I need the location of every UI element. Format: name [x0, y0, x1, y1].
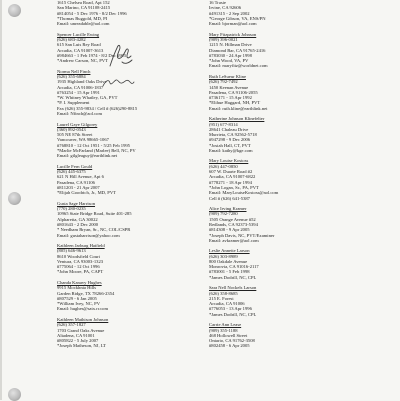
member-name: Laurel Gaye Gilgorey — [57, 121, 98, 127]
entry-line: Email: hughes@satx.rr.com — [57, 306, 109, 312]
entry-line: #768810 - 12 Oct 1951 - 5/25 Feb 1995 — [57, 142, 130, 148]
handwritten-note — [104, 40, 138, 70]
entry-line: Email: MaryLouiseKostoss@aol.com — [209, 190, 279, 196]
entry-line: 1450 Keenan Avenue — [209, 84, 249, 90]
directory-entry — [57, 280, 205, 312]
member-name: Carrie Ann Lease — [209, 322, 242, 328]
entry-line: * Needham Bryan, Sr., NC, COL/CSPR — [57, 227, 131, 233]
entry-line: Email: maryfitz@worldnet.com — [209, 63, 268, 69]
directory-entry — [209, 116, 357, 153]
directory-entry — [209, 322, 357, 348]
member-name: Chanda Kanavy Hughes — [57, 279, 102, 285]
page-edge-shadow — [0, 0, 2, 400]
entry-line: Arcadia, CA 91007-6822 — [209, 174, 256, 180]
entry-line: *James Dodrill, NC, CPL — [209, 311, 257, 317]
entry-line: *Andrew Carson, NC, PVT — [57, 58, 108, 64]
entry-line: Pasadena, CA 91106-2055 — [209, 89, 258, 95]
member-name: Kathleen Jarburg Hatfield — [57, 243, 105, 248]
directory-entry — [57, 243, 205, 275]
member-name: Mary Fitzpatrick Johnson — [209, 31, 257, 37]
member-name: Norma Nell Finch — [57, 68, 91, 74]
entry-line: 607 W. Duarte Road #2 — [209, 169, 253, 175]
member-name: Ruth LeSueur Kline — [209, 73, 246, 79]
entry-line: 8610 Woodsfield Court — [57, 253, 100, 259]
member-name: Mary Louise Kostoss — [209, 158, 249, 164]
entry-line: 1215 N. Hillman Drive — [209, 42, 252, 48]
entry-line: *John Logan, Sr., PA, PVT — [209, 184, 259, 190]
entry-line: *Elihue Haggard, NH, PVT — [209, 100, 261, 106]
entry-line: Email: unreadable@aol.com — [57, 21, 110, 27]
entry-line: Arcadia, CA 91006 — [209, 301, 245, 307]
entry-line: (360) 892-0543 — [57, 126, 86, 132]
entry-line: (805) 646-9613 — [57, 248, 86, 254]
member-name: Katherine Johnson Klinefelter — [209, 116, 265, 122]
entry-line: *John Wood, VA, PV — [209, 58, 249, 64]
entry-line: *Joseph Matheson, NJ, LT — [57, 343, 106, 349]
entry-line: 28641 Chaleau Drive — [209, 126, 249, 132]
entry-line: #802458 - 6 Apr 2005 — [209, 343, 250, 349]
directory-entry — [57, 122, 205, 159]
entry-line: (626) 683-4282 — [57, 36, 86, 42]
entry-line: Cell # (626) 641-5387 — [209, 195, 250, 201]
entry-line: Redlands, CA 92373-5394 — [209, 221, 258, 227]
entry-line: (626) 358-8685 — [209, 290, 238, 296]
entry-line: (909) 396-0021 — [209, 36, 238, 42]
entry-line: Ontario, CA 91762-3508 — [209, 338, 255, 344]
entry-line: #783030 - 24 Apr 1998 — [209, 52, 252, 58]
entry-line: *Elijah Goodrich, Jr., MD, PVT — [57, 190, 116, 196]
entry-line: 1505 Orange Avenue #52 — [209, 216, 256, 222]
directory-entry — [209, 74, 357, 111]
entry-line: #763254 - 15 Apr 1991 — [57, 89, 100, 95]
entry-line: (626) 447-0850 — [209, 163, 238, 169]
entry-line: (909) 792-7280 — [209, 211, 238, 217]
entry-line: Garden Ridge, TX 78266-2354 — [57, 290, 115, 296]
directory-entry — [209, 285, 357, 317]
entry-line: Arcadia, CA 91007-3613 — [57, 47, 104, 53]
entry-line: #814054 - 5 Dec 1976 - 8/2 Dec 1996 — [57, 10, 127, 16]
directory-entry — [57, 0, 205, 26]
entry-line: Email: gilgleaguy@earthlink.net — [57, 153, 118, 159]
punch-hole-middle — [8, 192, 21, 205]
directory-entry — [209, 0, 357, 26]
directory-entry — [209, 248, 357, 280]
entry-line: Pasadena, CA 91106 — [57, 179, 95, 185]
entry-line: Altadena, CA 91001 — [57, 332, 95, 338]
entry-line: *Thomas Buggold, MD, PI — [57, 15, 108, 21]
directory-entry — [57, 164, 205, 196]
entry-line: Alpharetta, GA 30022 — [57, 216, 98, 222]
directory-entry — [57, 201, 205, 238]
entry-line: #984663 - 1 Feb 1974 - 8/2 Dec 1995 — [57, 52, 127, 58]
member-name: Kathleen Mathison Johnson — [57, 316, 109, 322]
entry-line: Diamond Bar, CA 91765-2416 — [209, 47, 266, 53]
entry-line: *W. Whitney Whatley, GA, PVT — [57, 95, 118, 101]
entry-line: Email: gustaharrison@yahoo.com — [57, 232, 120, 238]
entry-line: San Marino, CA 91108-2415 — [57, 5, 111, 11]
entry-line: Email: bjorman@aol.com — [209, 21, 257, 27]
right-column — [209, 0, 357, 354]
entry-line: Email: kathy@kge.com — [209, 147, 253, 153]
entry-line: Monrovia, CA 91016-2117 — [209, 264, 259, 270]
entry-line: 1935 Highland Oaks Drive — [57, 79, 107, 85]
entry-line: Ventura, CA 93003-1323 — [57, 258, 104, 264]
member-name: Sara Nell Nockels Larson — [209, 285, 257, 291]
entry-line: *John Moore, PA, CAPT — [57, 269, 104, 275]
entry-line: #776053 - 13 Apr 1996 — [209, 306, 252, 312]
member-name: Leslie Annette Larson — [209, 248, 250, 254]
entry-line: *William Ivey, NC, PV — [57, 301, 101, 307]
entry-line: #801643 - 2 Dec 2000 — [57, 221, 99, 227]
entry-line: *Marlie McFarland (Marlee) Bell, NC, PV — [57, 147, 136, 153]
entry-line: (770) 280-0235 — [57, 206, 86, 212]
entry-line: *Josiah Hall, CT, PVT — [209, 142, 251, 148]
entry-line: 10965 State Bridge Road, Suite 401-285 — [57, 211, 132, 217]
entry-line: Irvine, CA 92606 — [209, 5, 242, 11]
directory-entry — [209, 206, 357, 243]
entry-line: (626) 445-6375 — [57, 169, 86, 175]
entry-line: 505 NE 87th Street — [57, 132, 93, 138]
entry-line: Vancouver, WA 98665-1067 — [57, 137, 109, 143]
entry-line: *James Dodrill, NC, CPL — [209, 274, 257, 280]
member-name: Gusta Sage Harrison — [57, 200, 96, 206]
entry-line: 1703 Grand Oaks Avenue — [57, 327, 105, 333]
entry-line: 9915 Mockhnia Hills — [57, 285, 97, 291]
entry-line: #778271 - 18 Apr 1994 — [209, 179, 252, 185]
directory-entry — [57, 317, 205, 349]
directory-entry — [209, 158, 357, 200]
punch-hole-bottom — [8, 388, 21, 401]
entry-line: #491315 - 2 Sep 2002 — [209, 10, 250, 16]
member-name: Alice Irving Kramer — [209, 206, 247, 212]
entry-line: #947298 - 9 Dec 2006 — [209, 137, 251, 143]
entry-line: 800 Oakdale Avenue — [209, 258, 248, 264]
entry-line: 621 N Hill Avenue, Apt 6 — [57, 174, 104, 180]
entry-line: Email: avkramer@aol.com — [209, 237, 259, 243]
entry-line: #807529 - 6 Jan 2005 — [57, 295, 97, 301]
member-name: Lucille Fern Gould — [57, 163, 93, 169]
entry-line: #736171 - 15 Apr 1992 — [209, 95, 252, 101]
entry-line: 16 Trasie — [209, 0, 226, 5]
directory-entry — [209, 32, 357, 69]
entry-line: #783001 - 5 Feb 1998 — [209, 269, 250, 275]
entry-line: Arcadia, CA 91006-1837 — [57, 84, 104, 90]
entry-line: 215 E. Forest — [209, 295, 234, 301]
entry-line: (951) 677-8314 — [209, 121, 238, 127]
entry-line: (626) 303-8989 — [209, 253, 238, 259]
handwritten-note-2 — [101, 76, 135, 90]
entry-line: (626) 792-7492 — [209, 79, 238, 85]
entry-line: #805822 - 5 July 2007 — [57, 338, 99, 344]
member-name: Spencer Lucille Ewing — [57, 31, 100, 37]
entry-line: (909) 355-1188 — [209, 327, 238, 333]
entry-line: #811203 - 21 Apr 2007 — [57, 184, 100, 190]
entry-line: Murrieta, CA 92562-5718 — [209, 132, 257, 138]
entry-line: Email: Nfinch@aol.com — [57, 111, 103, 117]
entry-line: 468 Hollowell Street — [209, 332, 248, 338]
entry-line: *Joseph Davis, NC, PVT/Examiner — [209, 232, 275, 238]
entry-line: (626) 355-6884 — [57, 73, 86, 79]
entry-line: (626) 357-1827 — [57, 322, 86, 328]
entry-line: #775064 - 12 Oct 1996 — [57, 264, 100, 270]
entry-line: 615 San Luis Rey Road — [57, 42, 101, 48]
entry-line: Fax (626) 355-9834 / Cell # (626)290-8815 — [57, 105, 138, 111]
entry-line: Email: ruth.kline@earthlink.net — [209, 105, 268, 111]
entry-line: 1615 Chelsea Road, Apt 152 — [57, 0, 110, 5]
entry-line: *P. I. Supplement — [57, 100, 90, 106]
punch-hole-top — [8, 4, 21, 17]
entry-line: #814308 - 9 Apr 2005 — [209, 227, 250, 233]
entry-line: *George Gibson, VA, ENS/PN — [209, 15, 266, 21]
